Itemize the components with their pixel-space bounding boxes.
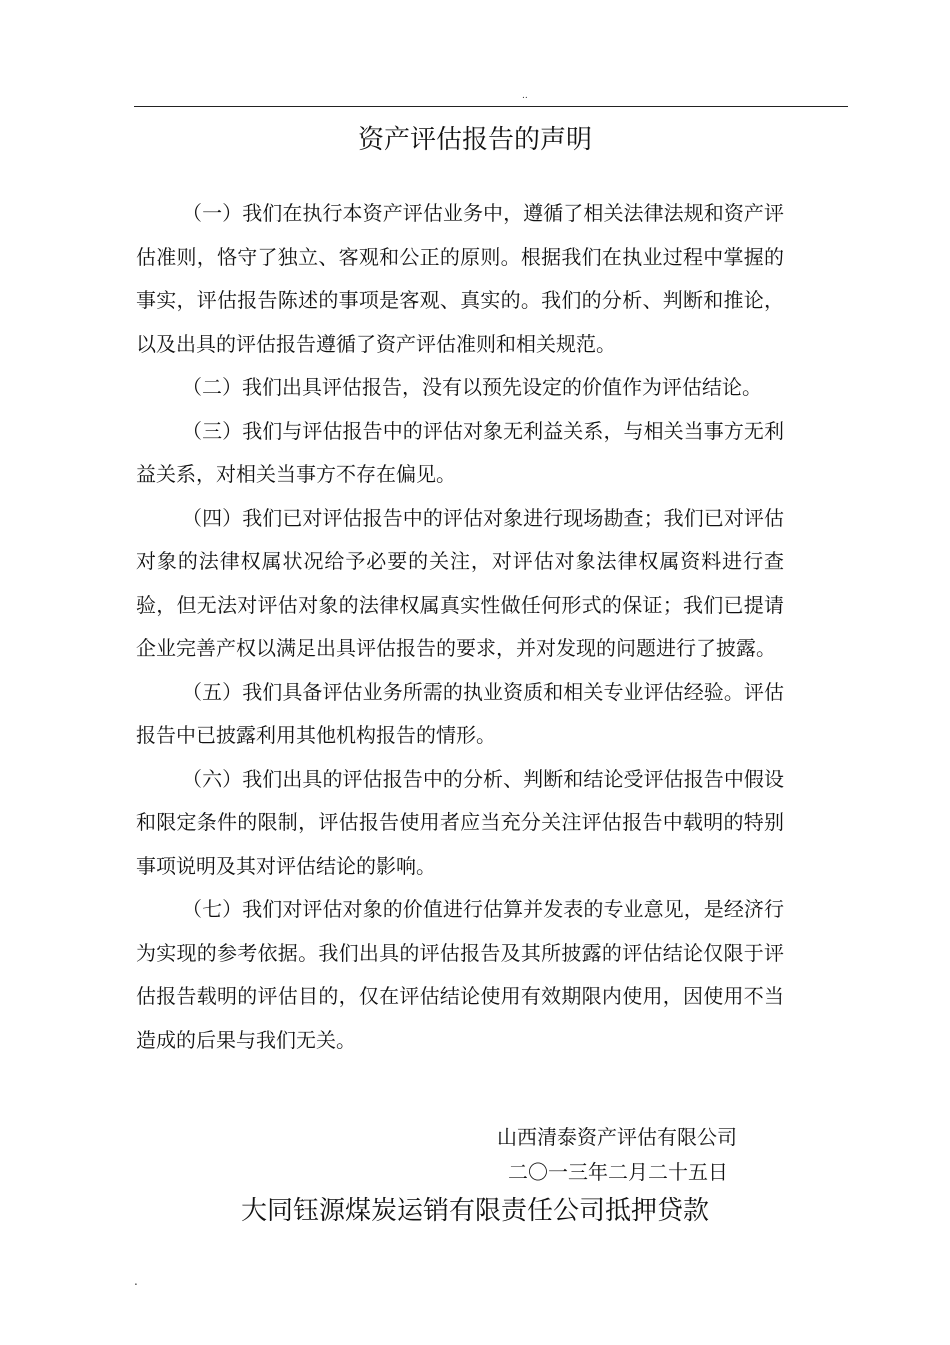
statement-paragraph-1: （一）我们在执行本资产评估业务中，遵循了相关法律法规和资产评估准则，恪守了独立、客观和公正的原则。根据我们在执业过程中掌握的事实，评估报告陈述的事项是客观、真实的。我们的分析、判断和推论，以及出具的评估报告遵循了资产评估准则和相关规范。 xyxy=(136,201,784,356)
header-mark: .. xyxy=(522,91,528,101)
statement-paragraph-3: （三）我们与评估报告中的评估对象无利益关系，与相关当事方无利益关系，对相关当事方不存在偏见。 xyxy=(136,418,784,486)
statement-paragraph-4: （四）我们已对评估报告中的评估对象进行现场勘查；我们已对评估对象的法律权属状况给予必要的关注，对评估对象法律权属资料进行查验，但无法对评估对象的法律权属真实性做任何形式的保证；我们已提请企业完善产权以满足出具评估报告的要求，并对发现的问题进行了披露。 xyxy=(136,505,784,660)
page-title: 资产评估报告的声明 xyxy=(357,125,592,155)
page-mark: . xyxy=(134,1274,138,1288)
statement-paragraph-5: （五）我们具备评估业务所需的执业资质和相关专业评估经验。评估报告中已披露利用其他机构报告的情形。 xyxy=(136,679,784,747)
footer-title: 大同钰源煤炭运销有限责任公司抵押贷款 xyxy=(240,1196,709,1226)
signature-company: 山西清泰资产评估有限公司 xyxy=(497,1125,737,1149)
header-rule xyxy=(134,106,848,107)
statement-paragraph-6: （六）我们出具的评估报告中的分析、判断和结论受评估报告中假设和限定条件的限制，评估报告使用者应当充分关注评估报告中载明的特别事项说明及其对评估结论的影响。 xyxy=(136,766,784,878)
statement-paragraph-7: （七）我们对评估对象的价值进行估算并发表的专业意见，是经济行为实现的参考依据。我们出具的评估报告及其所披露的评估结论仅限于评估报告载明的评估目的，仅在评估结论使用有效期限内使用，因使用不当造成的后果与我们无关。 xyxy=(136,897,784,1052)
statement-body xyxy=(136,192,784,1062)
signature-date: 二〇一三年二月二十五日 xyxy=(508,1160,728,1184)
statement-paragraph-2: （二）我们出具评估报告，没有以预先设定的价值作为评估结论。 xyxy=(182,375,762,399)
